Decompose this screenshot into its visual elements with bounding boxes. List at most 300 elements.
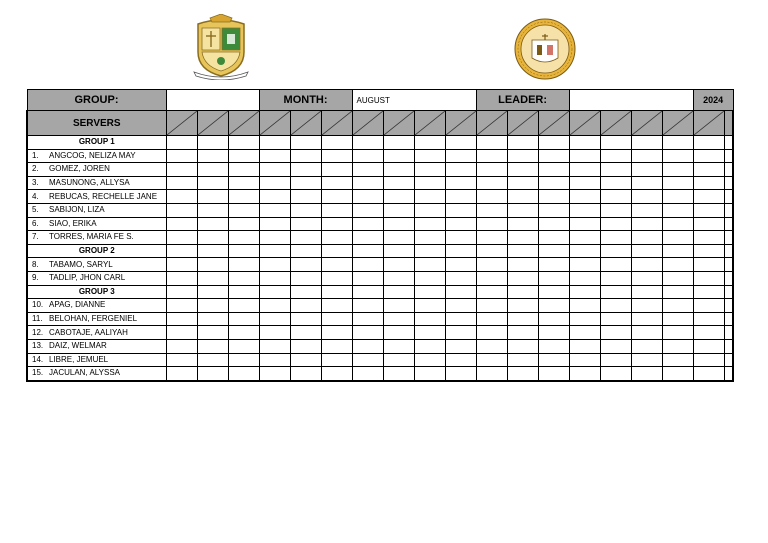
attendance-cell[interactable] <box>197 339 228 353</box>
date-header-cell[interactable] <box>724 111 733 136</box>
attendance-cell[interactable] <box>569 353 600 367</box>
attendance-cell[interactable] <box>352 203 383 217</box>
attendance-cell[interactable] <box>259 271 290 285</box>
attendance-cell[interactable] <box>383 231 414 245</box>
attendance-cell[interactable] <box>352 271 383 285</box>
attendance-cell[interactable] <box>631 258 662 272</box>
attendance-cell[interactable] <box>476 312 507 326</box>
attendance-cell[interactable] <box>631 326 662 340</box>
attendance-cell[interactable] <box>693 271 724 285</box>
attendance-cell[interactable] <box>352 353 383 367</box>
attendance-cell[interactable] <box>228 231 259 245</box>
attendance-cell[interactable] <box>414 217 445 231</box>
attendance-cell[interactable] <box>197 231 228 245</box>
attendance-cell[interactable] <box>693 244 724 258</box>
attendance-cell[interactable] <box>166 299 197 313</box>
attendance-cell[interactable] <box>166 217 197 231</box>
attendance-cell[interactable] <box>414 285 445 299</box>
attendance-cell[interactable] <box>259 190 290 204</box>
attendance-cell[interactable] <box>259 367 290 381</box>
attendance-cell[interactable] <box>507 163 538 177</box>
attendance-cell[interactable] <box>259 299 290 313</box>
attendance-cell[interactable] <box>724 163 733 177</box>
attendance-cell[interactable] <box>631 203 662 217</box>
attendance-cell[interactable] <box>290 312 321 326</box>
attendance-cell[interactable] <box>197 176 228 190</box>
date-header-cell[interactable] <box>352 111 383 136</box>
attendance-cell[interactable] <box>197 367 228 381</box>
attendance-cell[interactable] <box>290 326 321 340</box>
attendance-cell[interactable] <box>631 285 662 299</box>
attendance-cell[interactable] <box>228 217 259 231</box>
attendance-cell[interactable] <box>414 258 445 272</box>
attendance-cell[interactable] <box>445 271 476 285</box>
attendance-cell[interactable] <box>631 271 662 285</box>
attendance-cell[interactable] <box>724 353 733 367</box>
attendance-cell[interactable] <box>476 217 507 231</box>
attendance-cell[interactable] <box>228 163 259 177</box>
attendance-cell[interactable] <box>631 339 662 353</box>
attendance-cell[interactable] <box>290 353 321 367</box>
attendance-cell[interactable] <box>600 258 631 272</box>
attendance-cell[interactable] <box>538 149 569 163</box>
attendance-cell[interactable] <box>631 244 662 258</box>
attendance-cell[interactable] <box>662 353 693 367</box>
attendance-cell[interactable] <box>600 136 631 150</box>
attendance-cell[interactable] <box>693 190 724 204</box>
attendance-cell[interactable] <box>414 136 445 150</box>
attendance-cell[interactable] <box>321 217 352 231</box>
attendance-cell[interactable] <box>321 326 352 340</box>
attendance-cell[interactable] <box>197 271 228 285</box>
attendance-cell[interactable] <box>414 353 445 367</box>
attendance-cell[interactable] <box>414 176 445 190</box>
attendance-cell[interactable] <box>662 326 693 340</box>
attendance-cell[interactable] <box>383 326 414 340</box>
attendance-cell[interactable] <box>290 258 321 272</box>
attendance-cell[interactable] <box>321 176 352 190</box>
attendance-cell[interactable] <box>693 285 724 299</box>
attendance-cell[interactable] <box>631 353 662 367</box>
attendance-cell[interactable] <box>290 271 321 285</box>
attendance-cell[interactable] <box>693 326 724 340</box>
attendance-cell[interactable] <box>569 299 600 313</box>
attendance-cell[interactable] <box>383 285 414 299</box>
date-header-cell[interactable] <box>259 111 290 136</box>
attendance-cell[interactable] <box>569 339 600 353</box>
attendance-cell[interactable] <box>600 271 631 285</box>
attendance-cell[interactable] <box>197 217 228 231</box>
attendance-cell[interactable] <box>321 339 352 353</box>
attendance-cell[interactable] <box>259 203 290 217</box>
attendance-cell[interactable] <box>445 149 476 163</box>
attendance-cell[interactable] <box>290 299 321 313</box>
attendance-cell[interactable] <box>507 326 538 340</box>
attendance-cell[interactable] <box>383 190 414 204</box>
attendance-cell[interactable] <box>662 163 693 177</box>
attendance-cell[interactable] <box>538 176 569 190</box>
attendance-cell[interactable] <box>414 367 445 381</box>
date-header-cell[interactable] <box>414 111 445 136</box>
attendance-cell[interactable] <box>476 326 507 340</box>
attendance-cell[interactable] <box>693 136 724 150</box>
month-field[interactable]: AUGUST <box>352 90 476 111</box>
attendance-cell[interactable] <box>414 299 445 313</box>
attendance-cell[interactable] <box>228 244 259 258</box>
attendance-cell[interactable] <box>569 203 600 217</box>
attendance-cell[interactable] <box>724 339 733 353</box>
attendance-cell[interactable] <box>259 312 290 326</box>
attendance-cell[interactable] <box>538 136 569 150</box>
attendance-cell[interactable] <box>600 299 631 313</box>
attendance-cell[interactable] <box>290 163 321 177</box>
attendance-cell[interactable] <box>693 258 724 272</box>
attendance-cell[interactable] <box>166 190 197 204</box>
attendance-cell[interactable] <box>600 163 631 177</box>
attendance-cell[interactable] <box>383 258 414 272</box>
attendance-cell[interactable] <box>600 231 631 245</box>
attendance-cell[interactable] <box>600 339 631 353</box>
attendance-cell[interactable] <box>259 149 290 163</box>
date-header-cell[interactable] <box>197 111 228 136</box>
attendance-cell[interactable] <box>693 312 724 326</box>
attendance-cell[interactable] <box>631 217 662 231</box>
attendance-cell[interactable] <box>352 149 383 163</box>
attendance-cell[interactable] <box>693 176 724 190</box>
attendance-cell[interactable] <box>662 149 693 163</box>
attendance-cell[interactable] <box>383 367 414 381</box>
attendance-cell[interactable] <box>693 339 724 353</box>
attendance-cell[interactable] <box>445 190 476 204</box>
attendance-cell[interactable] <box>538 203 569 217</box>
attendance-cell[interactable] <box>476 176 507 190</box>
attendance-cell[interactable] <box>662 176 693 190</box>
attendance-cell[interactable] <box>569 231 600 245</box>
attendance-cell[interactable] <box>321 163 352 177</box>
attendance-cell[interactable] <box>507 258 538 272</box>
attendance-cell[interactable] <box>507 339 538 353</box>
attendance-cell[interactable] <box>538 285 569 299</box>
attendance-cell[interactable] <box>476 136 507 150</box>
attendance-cell[interactable] <box>693 367 724 381</box>
attendance-cell[interactable] <box>662 203 693 217</box>
attendance-cell[interactable] <box>569 312 600 326</box>
attendance-cell[interactable] <box>507 203 538 217</box>
attendance-cell[interactable] <box>507 244 538 258</box>
attendance-cell[interactable] <box>538 163 569 177</box>
attendance-cell[interactable] <box>445 258 476 272</box>
attendance-cell[interactable] <box>445 312 476 326</box>
attendance-cell[interactable] <box>507 285 538 299</box>
attendance-cell[interactable] <box>259 231 290 245</box>
attendance-cell[interactable] <box>383 163 414 177</box>
attendance-cell[interactable] <box>476 285 507 299</box>
attendance-cell[interactable] <box>445 231 476 245</box>
attendance-cell[interactable] <box>569 136 600 150</box>
attendance-cell[interactable] <box>166 244 197 258</box>
attendance-cell[interactable] <box>290 149 321 163</box>
attendance-cell[interactable] <box>724 244 733 258</box>
attendance-cell[interactable] <box>166 258 197 272</box>
attendance-cell[interactable] <box>383 271 414 285</box>
attendance-cell[interactable] <box>569 367 600 381</box>
attendance-cell[interactable] <box>414 231 445 245</box>
attendance-cell[interactable] <box>352 367 383 381</box>
attendance-cell[interactable] <box>228 203 259 217</box>
attendance-cell[interactable] <box>290 217 321 231</box>
attendance-cell[interactable] <box>476 258 507 272</box>
attendance-cell[interactable] <box>600 149 631 163</box>
attendance-cell[interactable] <box>631 149 662 163</box>
attendance-cell[interactable] <box>228 285 259 299</box>
attendance-cell[interactable] <box>476 163 507 177</box>
attendance-cell[interactable] <box>290 176 321 190</box>
attendance-cell[interactable] <box>445 176 476 190</box>
attendance-cell[interactable] <box>569 190 600 204</box>
attendance-cell[interactable] <box>321 203 352 217</box>
attendance-cell[interactable] <box>507 271 538 285</box>
date-header-cell[interactable] <box>445 111 476 136</box>
attendance-cell[interactable] <box>445 244 476 258</box>
attendance-cell[interactable] <box>538 312 569 326</box>
attendance-cell[interactable] <box>197 136 228 150</box>
attendance-cell[interactable] <box>228 339 259 353</box>
attendance-cell[interactable] <box>538 271 569 285</box>
attendance-cell[interactable] <box>383 244 414 258</box>
attendance-cell[interactable] <box>290 285 321 299</box>
attendance-cell[interactable] <box>569 244 600 258</box>
attendance-cell[interactable] <box>414 271 445 285</box>
date-header-cell[interactable] <box>693 111 724 136</box>
attendance-cell[interactable] <box>662 312 693 326</box>
attendance-cell[interactable] <box>569 149 600 163</box>
attendance-cell[interactable] <box>383 312 414 326</box>
attendance-cell[interactable] <box>290 339 321 353</box>
attendance-cell[interactable] <box>228 312 259 326</box>
attendance-cell[interactable] <box>259 176 290 190</box>
attendance-cell[interactable] <box>724 271 733 285</box>
attendance-cell[interactable] <box>538 217 569 231</box>
attendance-cell[interactable] <box>476 271 507 285</box>
date-header-cell[interactable] <box>383 111 414 136</box>
attendance-cell[interactable] <box>662 190 693 204</box>
attendance-cell[interactable] <box>600 367 631 381</box>
attendance-cell[interactable] <box>600 190 631 204</box>
attendance-cell[interactable] <box>321 353 352 367</box>
attendance-cell[interactable] <box>538 190 569 204</box>
attendance-cell[interactable] <box>724 231 733 245</box>
attendance-cell[interactable] <box>259 285 290 299</box>
attendance-cell[interactable] <box>476 299 507 313</box>
attendance-cell[interactable] <box>724 136 733 150</box>
attendance-cell[interactable] <box>538 353 569 367</box>
attendance-cell[interactable] <box>507 353 538 367</box>
attendance-cell[interactable] <box>197 312 228 326</box>
attendance-cell[interactable] <box>662 136 693 150</box>
attendance-cell[interactable] <box>197 258 228 272</box>
attendance-cell[interactable] <box>507 231 538 245</box>
attendance-cell[interactable] <box>166 163 197 177</box>
attendance-cell[interactable] <box>166 271 197 285</box>
attendance-cell[interactable] <box>166 285 197 299</box>
attendance-cell[interactable] <box>352 312 383 326</box>
attendance-cell[interactable] <box>600 217 631 231</box>
attendance-cell[interactable] <box>569 163 600 177</box>
attendance-cell[interactable] <box>507 176 538 190</box>
attendance-cell[interactable] <box>352 163 383 177</box>
attendance-cell[interactable] <box>259 163 290 177</box>
attendance-cell[interactable] <box>259 353 290 367</box>
attendance-cell[interactable] <box>445 203 476 217</box>
attendance-cell[interactable] <box>290 136 321 150</box>
attendance-cell[interactable] <box>321 285 352 299</box>
attendance-cell[interactable] <box>662 231 693 245</box>
attendance-cell[interactable] <box>538 367 569 381</box>
attendance-cell[interactable] <box>352 299 383 313</box>
attendance-cell[interactable] <box>662 271 693 285</box>
attendance-cell[interactable] <box>290 190 321 204</box>
attendance-cell[interactable] <box>569 217 600 231</box>
attendance-cell[interactable] <box>166 367 197 381</box>
attendance-cell[interactable] <box>166 203 197 217</box>
attendance-cell[interactable] <box>724 367 733 381</box>
attendance-cell[interactable] <box>414 326 445 340</box>
attendance-cell[interactable] <box>476 149 507 163</box>
attendance-cell[interactable] <box>352 136 383 150</box>
attendance-cell[interactable] <box>352 176 383 190</box>
attendance-cell[interactable] <box>569 271 600 285</box>
attendance-cell[interactable] <box>631 176 662 190</box>
attendance-cell[interactable] <box>724 285 733 299</box>
attendance-cell[interactable] <box>693 203 724 217</box>
attendance-cell[interactable] <box>569 326 600 340</box>
attendance-cell[interactable] <box>507 149 538 163</box>
attendance-cell[interactable] <box>445 163 476 177</box>
attendance-cell[interactable] <box>600 285 631 299</box>
attendance-cell[interactable] <box>352 190 383 204</box>
leader-field[interactable] <box>569 90 693 111</box>
attendance-cell[interactable] <box>569 176 600 190</box>
date-header-cell[interactable] <box>321 111 352 136</box>
attendance-cell[interactable] <box>383 217 414 231</box>
attendance-cell[interactable] <box>228 326 259 340</box>
attendance-cell[interactable] <box>383 203 414 217</box>
attendance-cell[interactable] <box>662 217 693 231</box>
attendance-cell[interactable] <box>507 299 538 313</box>
attendance-cell[interactable] <box>259 258 290 272</box>
attendance-cell[interactable] <box>383 339 414 353</box>
attendance-cell[interactable] <box>259 136 290 150</box>
attendance-cell[interactable] <box>476 190 507 204</box>
attendance-cell[interactable] <box>228 258 259 272</box>
attendance-cell[interactable] <box>445 299 476 313</box>
attendance-cell[interactable] <box>228 353 259 367</box>
attendance-cell[interactable] <box>383 299 414 313</box>
attendance-cell[interactable] <box>724 312 733 326</box>
date-header-cell[interactable] <box>166 111 197 136</box>
attendance-cell[interactable] <box>662 299 693 313</box>
attendance-cell[interactable] <box>538 258 569 272</box>
attendance-cell[interactable] <box>228 149 259 163</box>
attendance-cell[interactable] <box>538 299 569 313</box>
attendance-cell[interactable] <box>321 231 352 245</box>
attendance-cell[interactable] <box>569 258 600 272</box>
attendance-cell[interactable] <box>228 190 259 204</box>
date-header-cell[interactable] <box>290 111 321 136</box>
attendance-cell[interactable] <box>600 203 631 217</box>
date-header-cell[interactable] <box>538 111 569 136</box>
attendance-cell[interactable] <box>445 367 476 381</box>
attendance-cell[interactable] <box>228 136 259 150</box>
attendance-cell[interactable] <box>693 299 724 313</box>
attendance-cell[interactable] <box>166 312 197 326</box>
attendance-cell[interactable] <box>352 326 383 340</box>
attendance-cell[interactable] <box>476 367 507 381</box>
attendance-cell[interactable] <box>600 312 631 326</box>
attendance-cell[interactable] <box>321 367 352 381</box>
attendance-cell[interactable] <box>166 326 197 340</box>
attendance-cell[interactable] <box>166 136 197 150</box>
attendance-cell[interactable] <box>197 353 228 367</box>
attendance-cell[interactable] <box>321 271 352 285</box>
attendance-cell[interactable] <box>724 258 733 272</box>
attendance-cell[interactable] <box>383 149 414 163</box>
attendance-cell[interactable] <box>445 353 476 367</box>
attendance-cell[interactable] <box>383 176 414 190</box>
attendance-cell[interactable] <box>290 231 321 245</box>
attendance-cell[interactable] <box>321 312 352 326</box>
attendance-cell[interactable] <box>693 353 724 367</box>
attendance-cell[interactable] <box>352 339 383 353</box>
attendance-cell[interactable] <box>414 312 445 326</box>
attendance-cell[interactable] <box>197 285 228 299</box>
attendance-cell[interactable] <box>383 136 414 150</box>
attendance-cell[interactable] <box>383 353 414 367</box>
attendance-cell[interactable] <box>724 203 733 217</box>
attendance-cell[interactable] <box>352 231 383 245</box>
attendance-cell[interactable] <box>166 231 197 245</box>
attendance-cell[interactable] <box>228 176 259 190</box>
attendance-cell[interactable] <box>321 149 352 163</box>
date-header-cell[interactable] <box>228 111 259 136</box>
attendance-cell[interactable] <box>228 271 259 285</box>
attendance-cell[interactable] <box>445 136 476 150</box>
attendance-cell[interactable] <box>290 203 321 217</box>
date-header-cell[interactable] <box>476 111 507 136</box>
attendance-cell[interactable] <box>693 217 724 231</box>
attendance-cell[interactable] <box>197 203 228 217</box>
attendance-cell[interactable] <box>414 244 445 258</box>
attendance-cell[interactable] <box>445 217 476 231</box>
attendance-cell[interactable] <box>259 244 290 258</box>
attendance-cell[interactable] <box>197 244 228 258</box>
attendance-cell[interactable] <box>693 163 724 177</box>
attendance-cell[interactable] <box>476 353 507 367</box>
date-header-cell[interactable] <box>569 111 600 136</box>
date-header-cell[interactable] <box>662 111 693 136</box>
attendance-cell[interactable] <box>724 149 733 163</box>
attendance-cell[interactable] <box>538 326 569 340</box>
attendance-cell[interactable] <box>445 285 476 299</box>
attendance-cell[interactable] <box>600 244 631 258</box>
attendance-cell[interactable] <box>321 258 352 272</box>
attendance-cell[interactable] <box>197 299 228 313</box>
attendance-cell[interactable] <box>724 190 733 204</box>
attendance-cell[interactable] <box>724 299 733 313</box>
attendance-cell[interactable] <box>321 136 352 150</box>
date-header-cell[interactable] <box>631 111 662 136</box>
attendance-cell[interactable] <box>631 190 662 204</box>
